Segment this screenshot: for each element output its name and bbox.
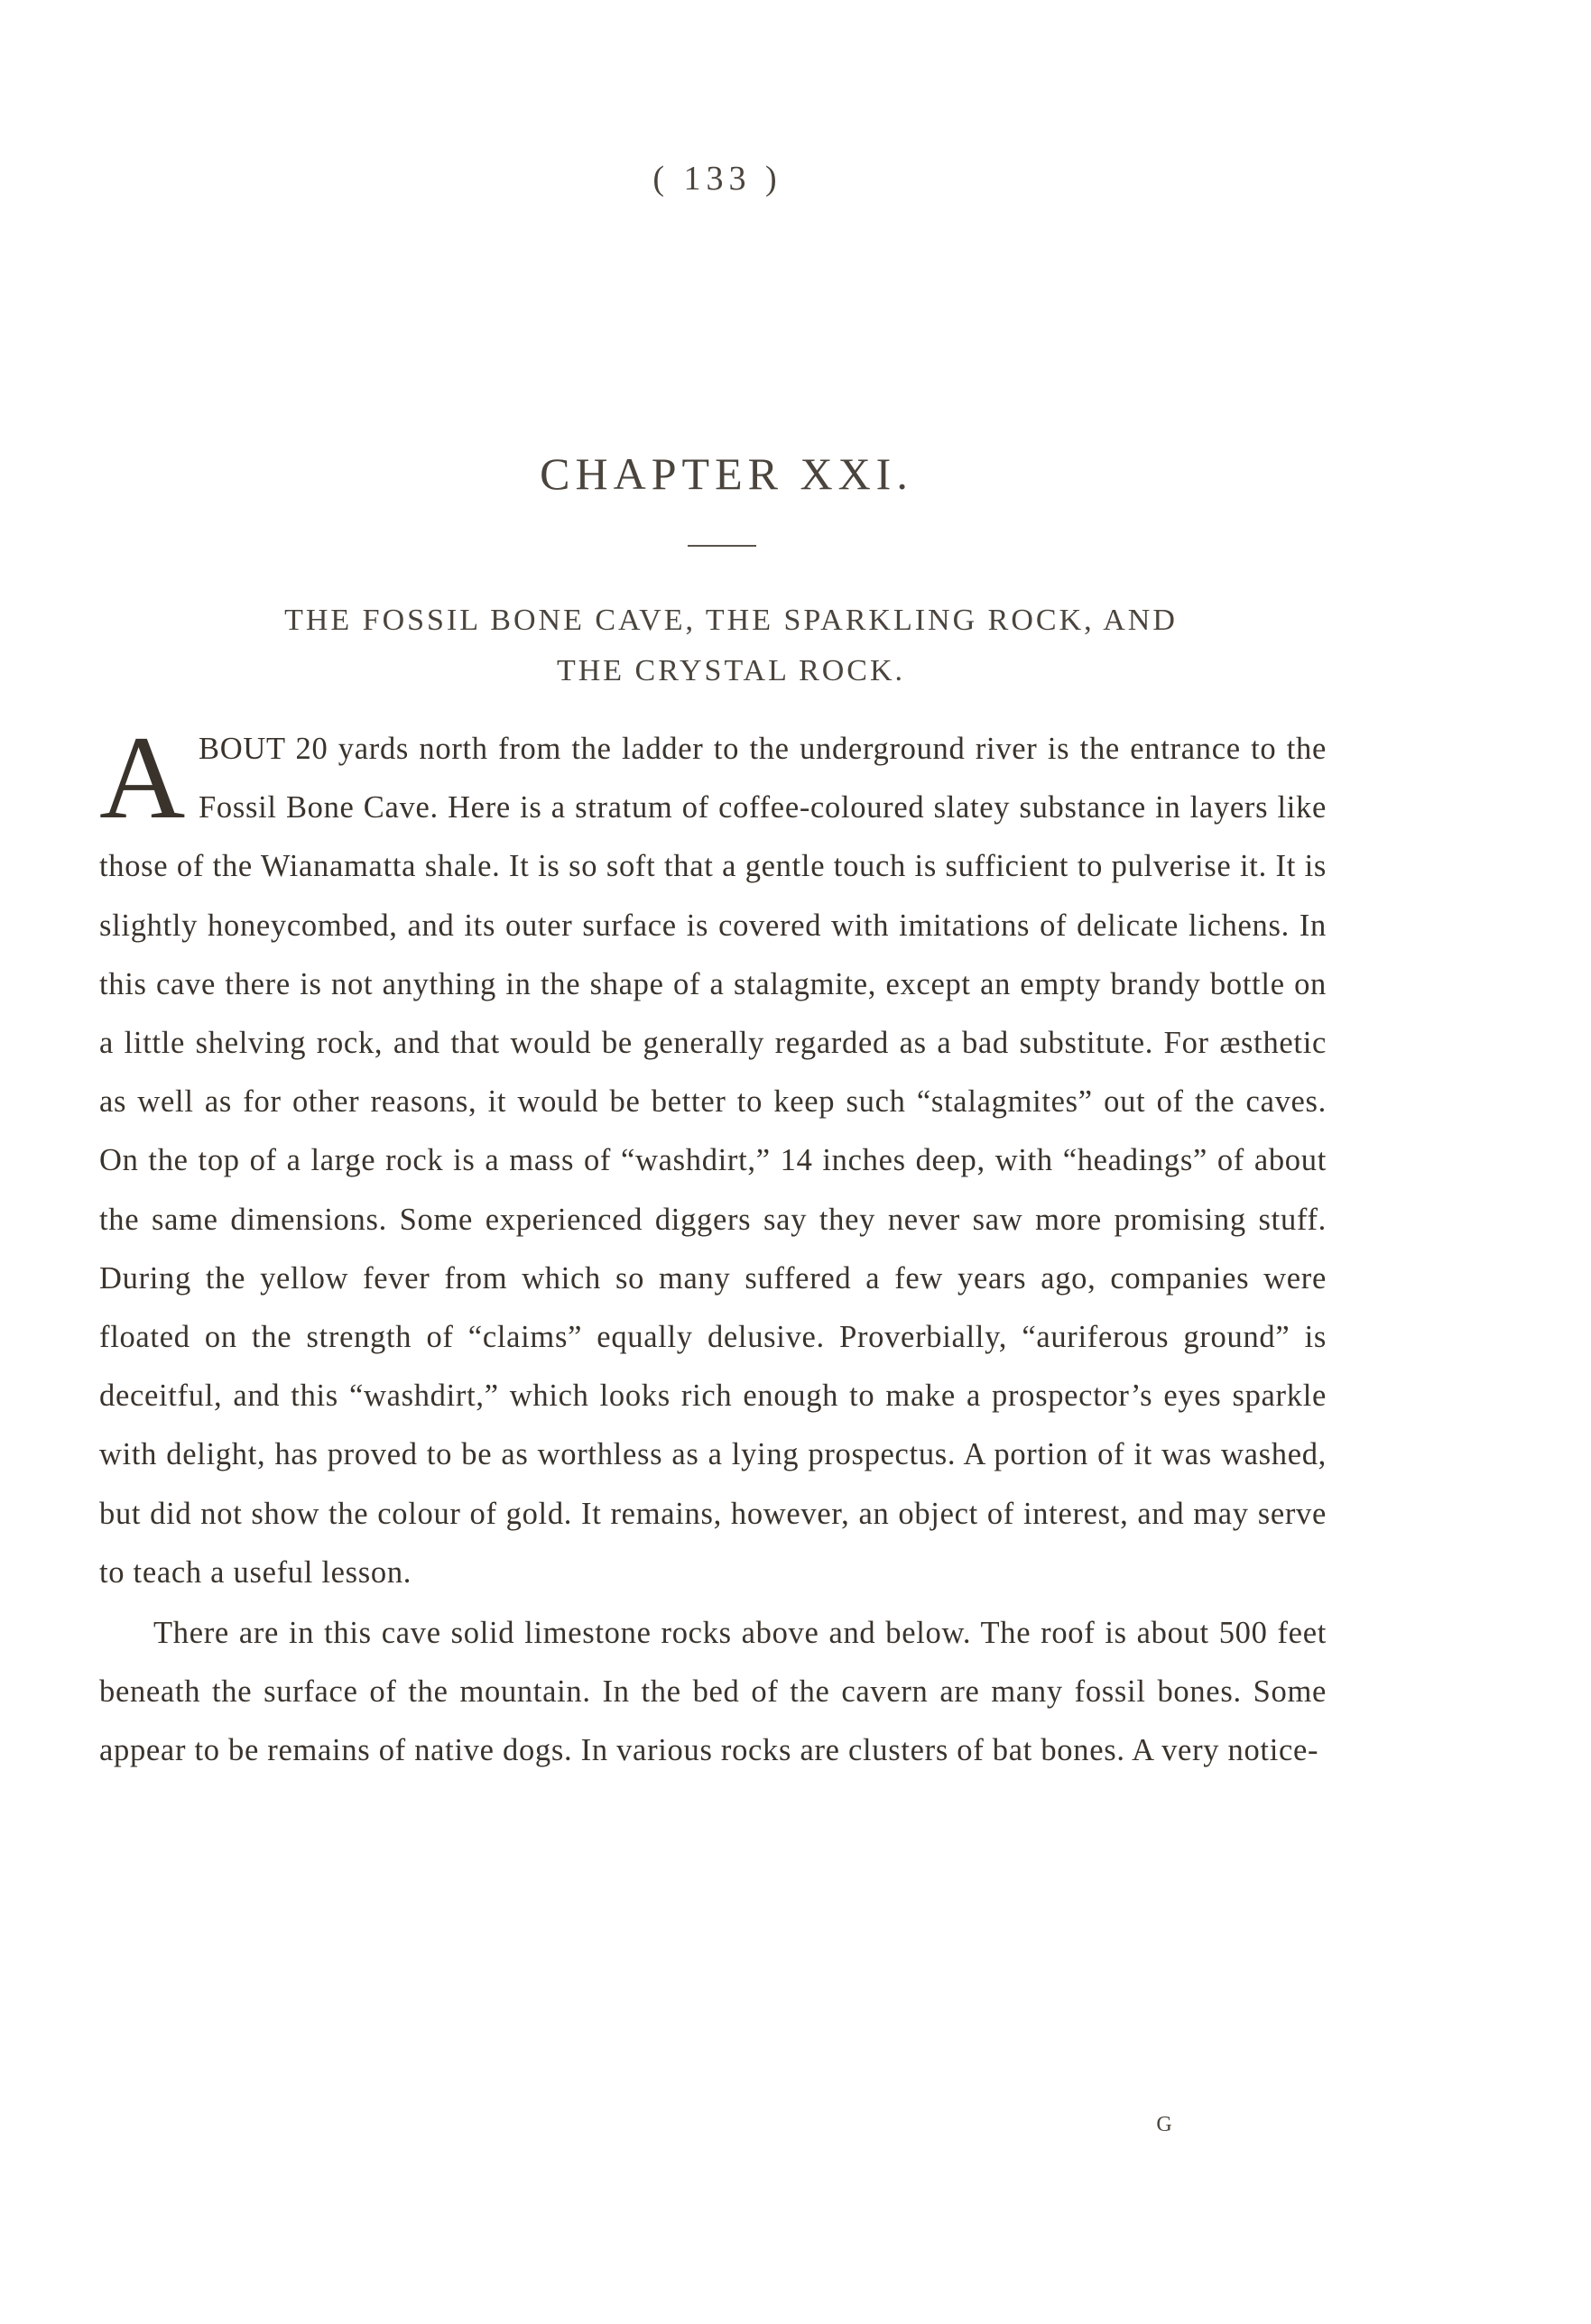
section-heading [190,595,1272,696]
paragraph-1-text: BOUT 20 yards north from the ladder to the underground river is the entrance to the Fossil Bone Cave. Here is a stratum of coffee-coloured slatey substance in layers like those of the Wianamatta shale. It is so soft that a gentle touch is sufficient to pulverise it. It is slightly honeycombed, and its outer surface is covered with imitations of delicate lichens. In this cave there is not anything in the shape of a stalagmite, except an empty brandy bottle on a little shelving rock, and that would be generally regarded as a bad substitute. For æsthetic as well as for other reasons, it would be better to keep such “stalagmites” out of the caves. On the top of a large rock is a mass of “washdirt,” 14 inches deep, with “headings” of about the same dimensions. Some experienced diggers say they never saw more promising stuff. During the yellow fever from which so many suffered a few years ago, companies were floated on the strength of “claims” equally delusive. Proverbially, “auriferous ground” is deceitful, and this “washdirt,” which looks rich enough to make a prospector’s eyes sparkle with delight, has proved to be as worthless as a lying prospectus. A portion of it was washed, but did not show the colour of gold. It remains, however, an object of interest, and may serve to teach a useful lesson. [99,732,1327,1590]
paragraph-1 [99,711,1327,1602]
section-heading-line-1: THE FOSSIL BONE CAVE, THE SPARKLING ROCK, AND [284,604,1178,637]
drop-cap: A [99,711,187,844]
page-number: ( 133 ) [652,160,782,198]
signature-mark: G [1156,2113,1172,2136]
chapter-title: CHAPTER XXI. [540,448,913,499]
section-heading-line-2: THE CRYSTAL ROCK. [556,654,906,687]
paragraph-2: There are in this cave solid limestone rocks above and below. The roof is about 500 feet beneath the surface of the mountain. In the bed of the cavern are many fossil bones. Some appear to be remains of native dogs. In various rocks are clusters of bat bones. A very notice- [99,1616,1327,1768]
title-rule [688,545,756,547]
body-text [99,711,1327,1781]
